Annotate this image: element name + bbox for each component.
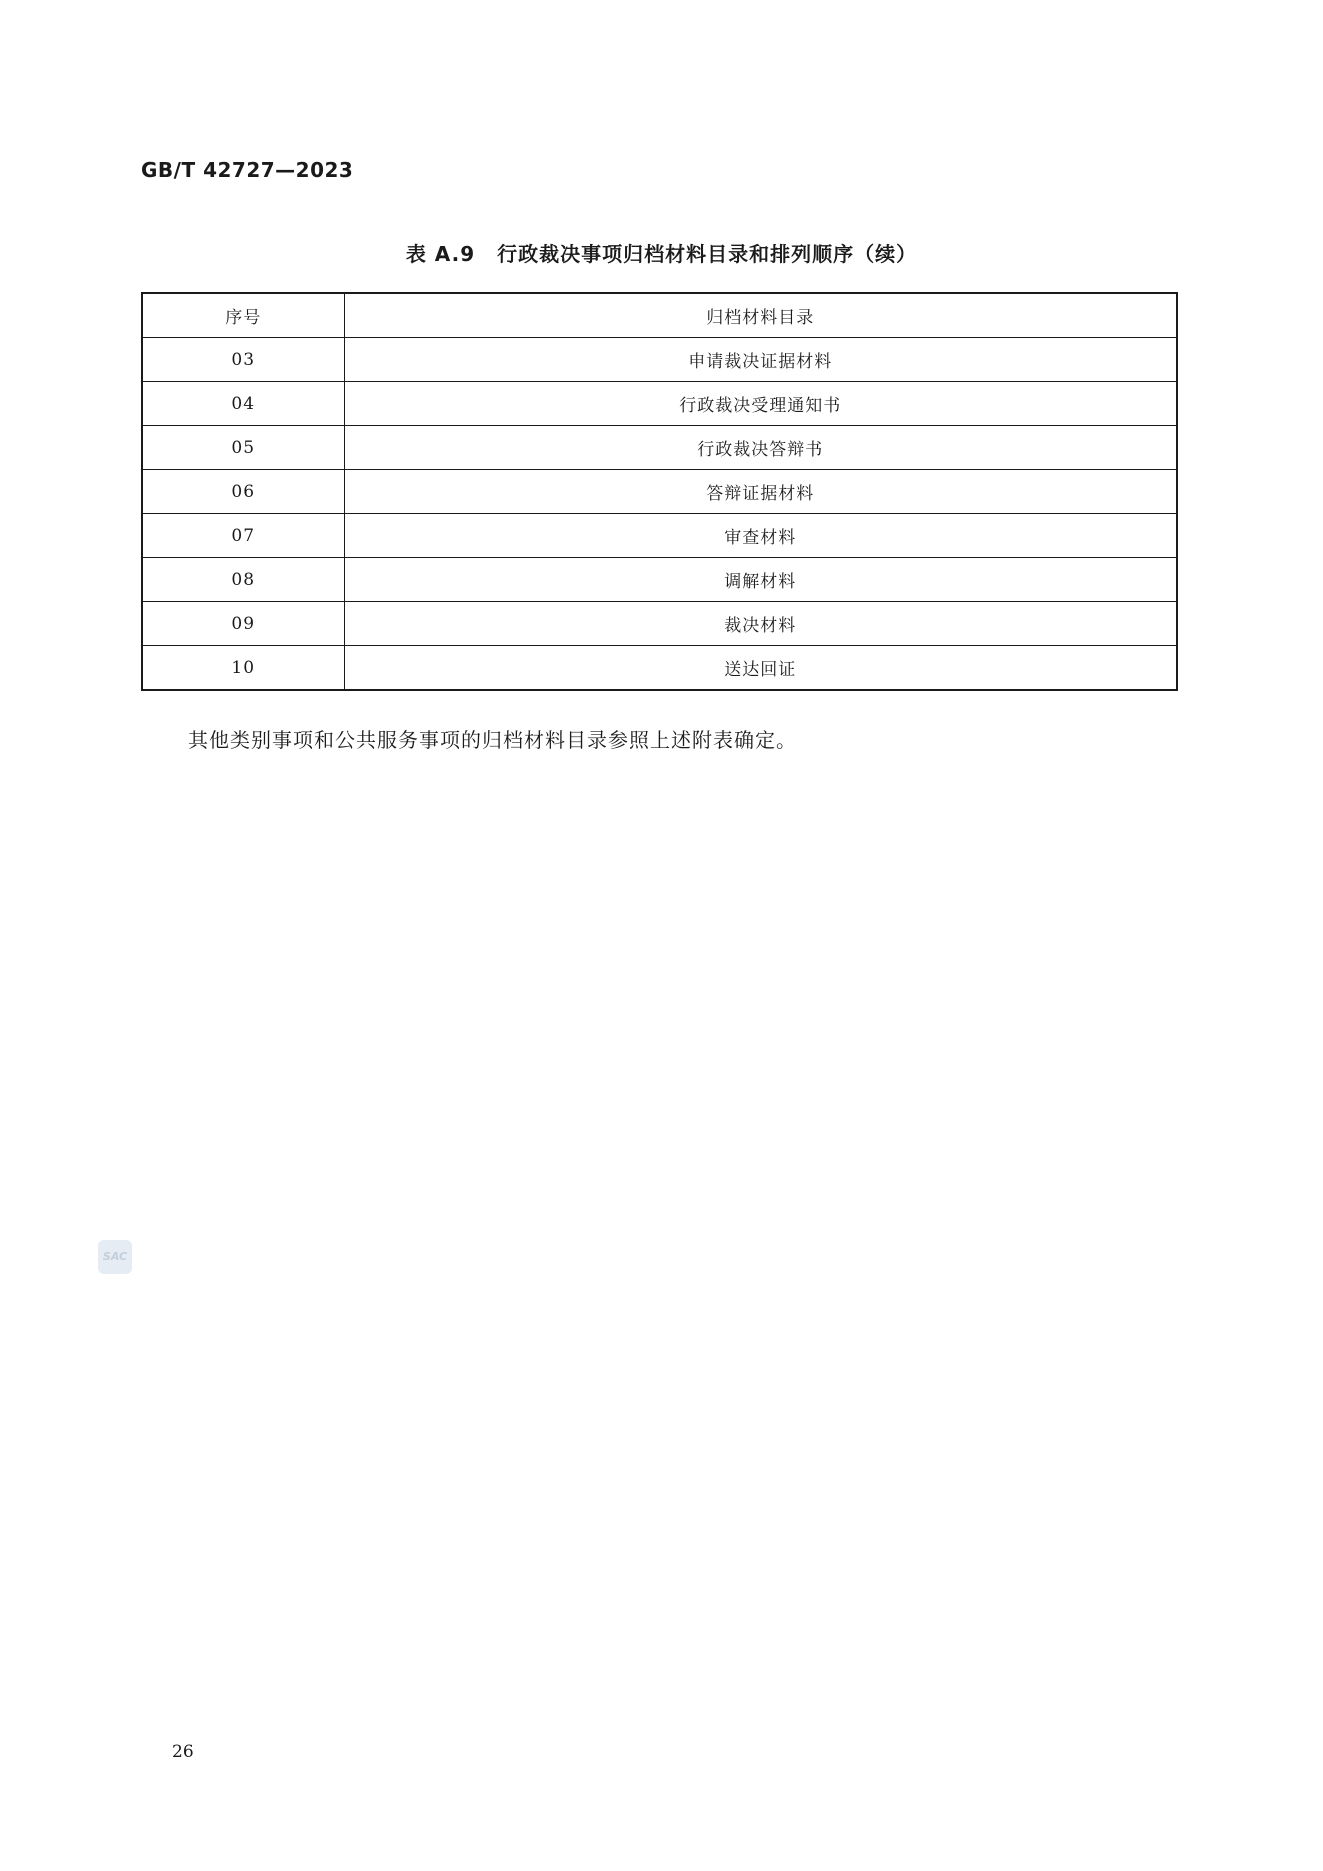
row-material: 申请裁决证据材料 <box>344 338 1177 382</box>
row-seq: 05 <box>142 426 344 470</box>
table-row <box>142 514 1177 558</box>
page-number: 26 <box>172 1742 194 1762</box>
table-row <box>142 558 1177 602</box>
row-material: 调解材料 <box>344 558 1177 602</box>
note-paragraph: 其他类别事项和公共服务事项的归档材料目录参照上述附表确定。 <box>188 728 797 752</box>
row-material: 行政裁决受理通知书 <box>344 382 1177 426</box>
row-material: 审查材料 <box>344 514 1177 558</box>
table-row <box>142 338 1177 382</box>
row-material: 行政裁决答辩书 <box>344 426 1177 470</box>
sac-logo-icon: SAC <box>98 1240 132 1274</box>
table-row <box>142 602 1177 646</box>
row-material: 答辩证据材料 <box>344 470 1177 514</box>
row-material: 送达回证 <box>344 646 1177 691</box>
row-material: 裁决材料 <box>344 602 1177 646</box>
table-header-row <box>142 293 1177 338</box>
row-seq: 03 <box>142 338 344 382</box>
table-row <box>142 382 1177 426</box>
table-title-text: 行政裁决事项归档材料目录和排列顺序（续） <box>497 242 918 266</box>
table-row <box>142 470 1177 514</box>
column-header-seq: 序号 <box>142 293 344 338</box>
row-seq: 09 <box>142 602 344 646</box>
row-seq: 07 <box>142 514 344 558</box>
table-row <box>142 426 1177 470</box>
row-seq: 04 <box>142 382 344 426</box>
row-seq: 06 <box>142 470 344 514</box>
standard-code: GB/T 42727—2023 <box>141 158 354 182</box>
table-title <box>0 238 1323 267</box>
column-header-catalog: 归档材料目录 <box>344 293 1177 338</box>
archive-catalog-table <box>141 292 1178 691</box>
row-seq: 08 <box>142 558 344 602</box>
table-title-number: 表 A.9 <box>405 242 476 266</box>
table-row <box>142 646 1177 691</box>
row-seq: 10 <box>142 646 344 691</box>
